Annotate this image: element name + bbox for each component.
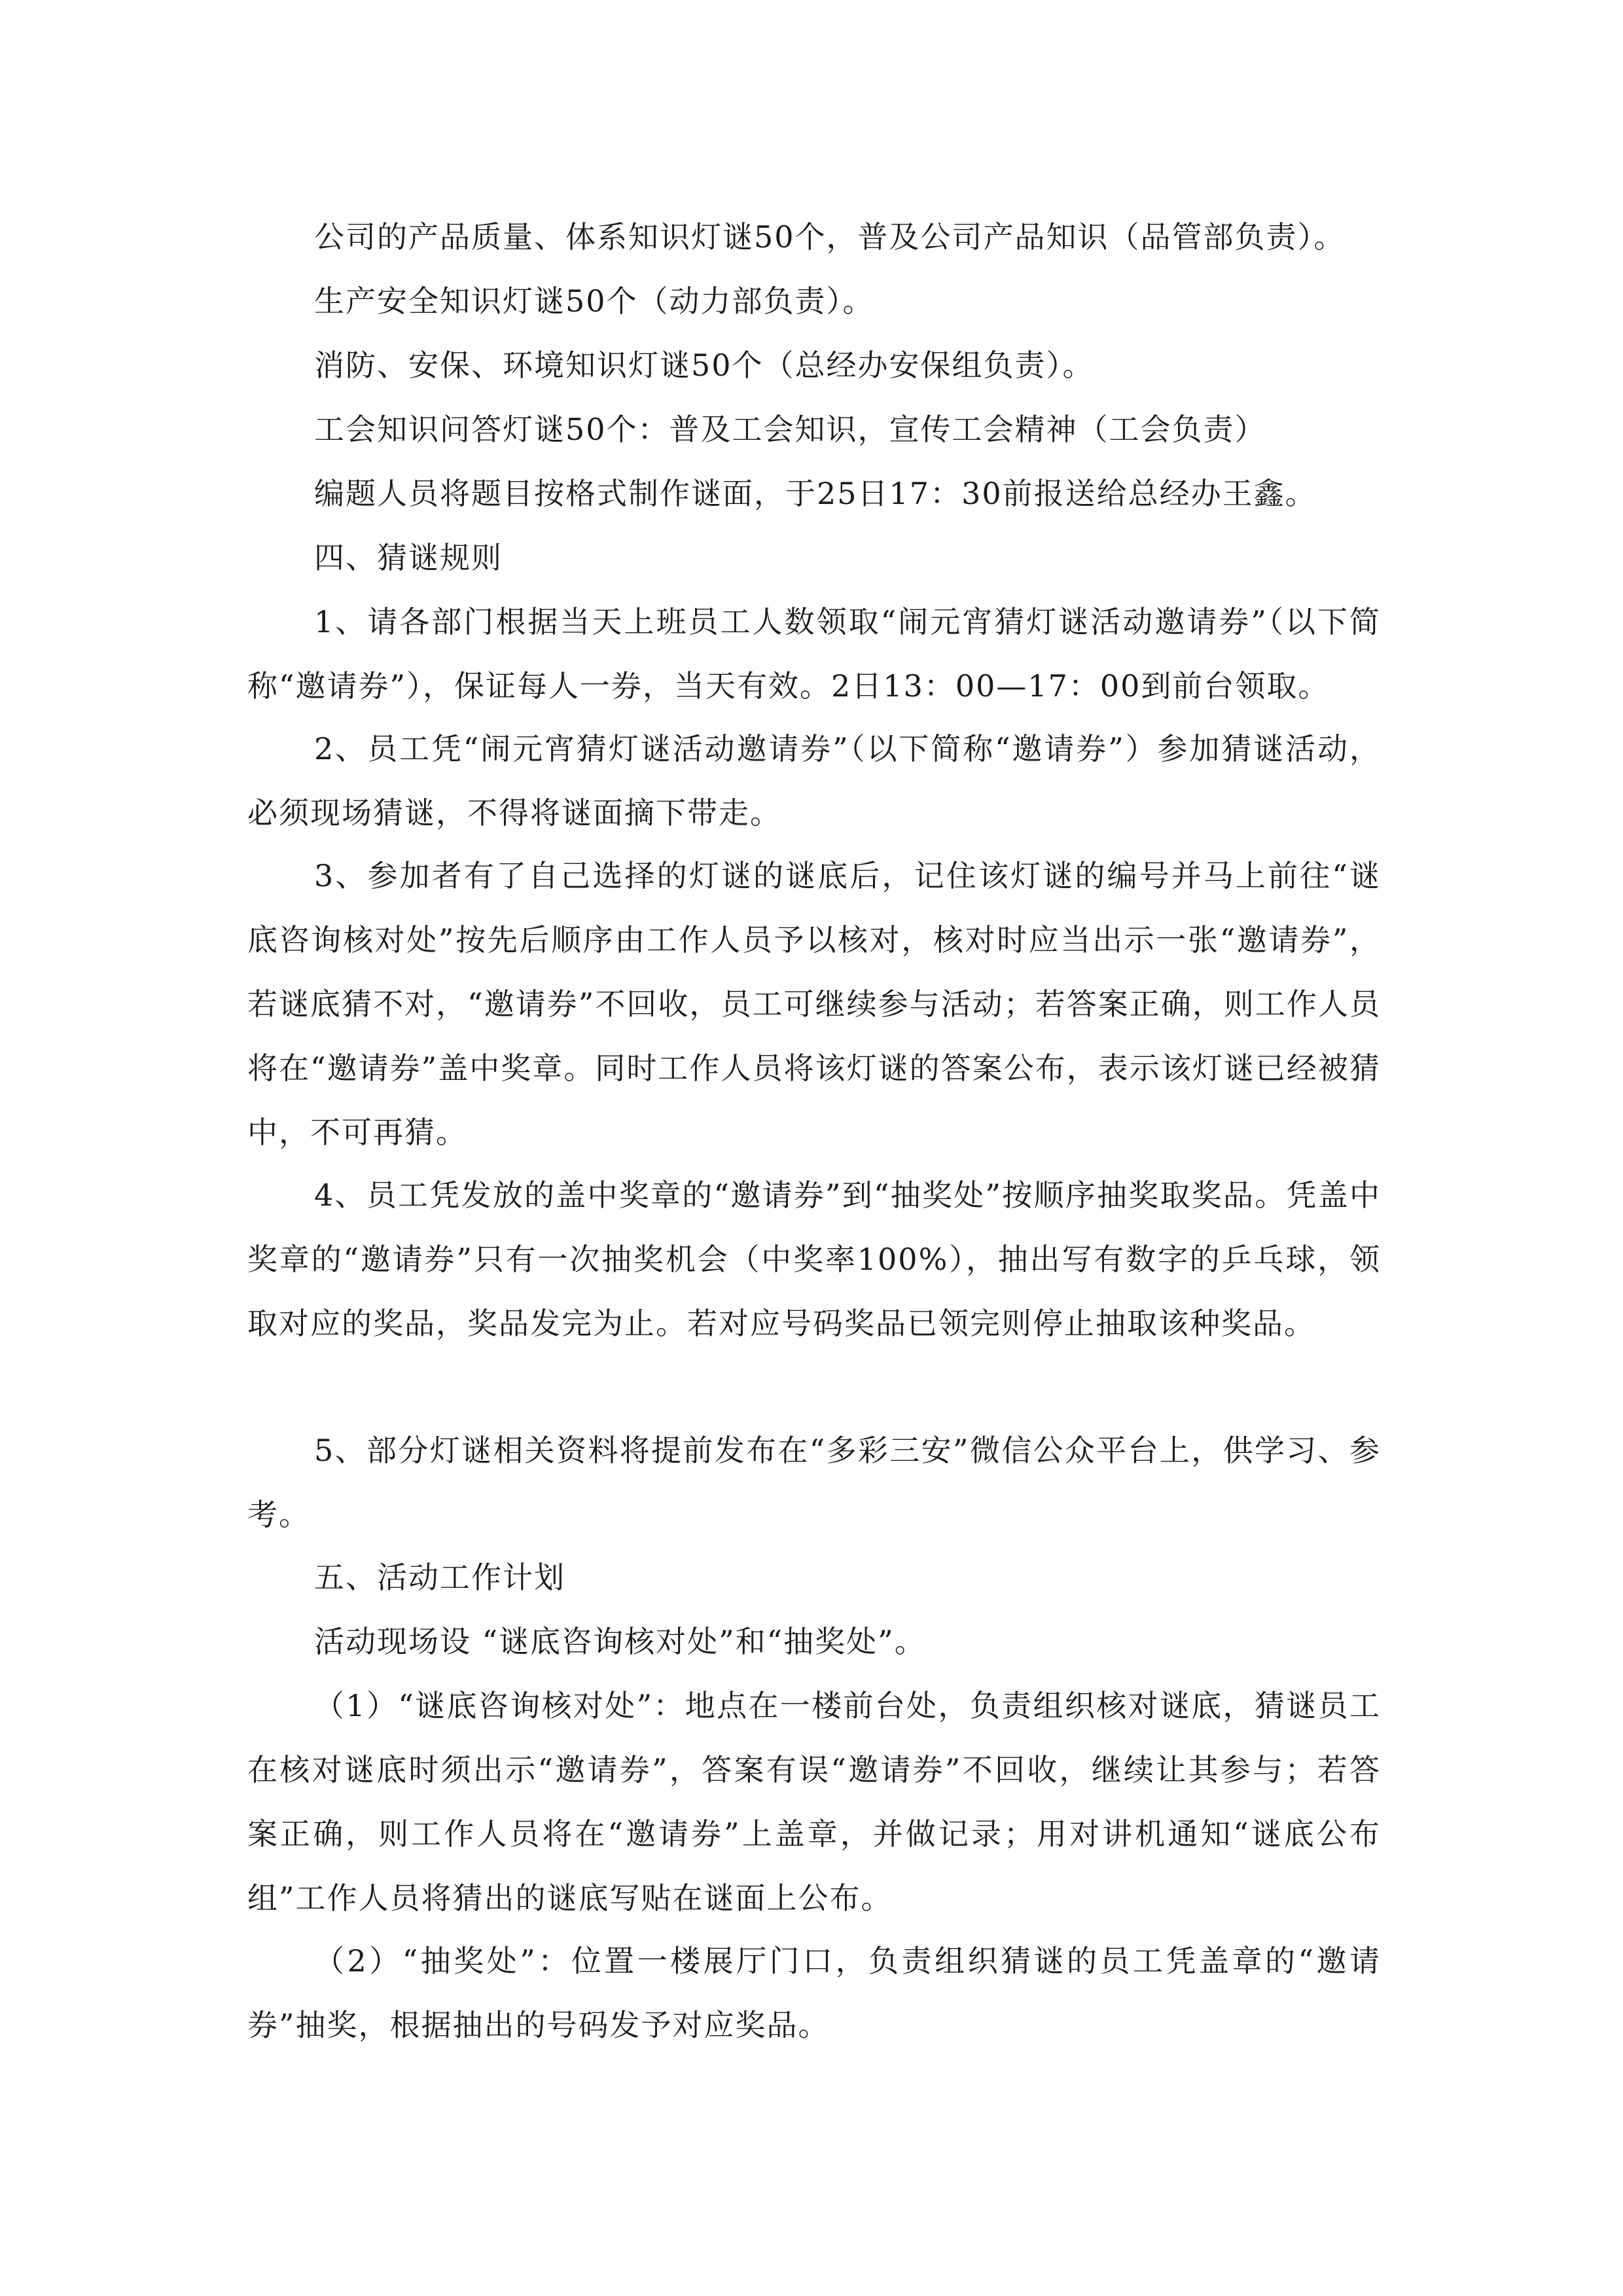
rule-4-paragraph: 4、员工凭发放的盖中奖章的“邀请券”到“抽奖处”按顺序抽奖取奖品。凭盖中奖章的“邀请券”只有一次抽奖机会（中奖率100%），抽出写有数字的乒乓球，领取对应的奖品，奖品发完为止。若对应号码奖品已领完则停止抽取该种奖品。 xyxy=(247,1177,1381,1341)
rule-5-paragraph: 5、部分灯谜相关资料将提前发布在“多彩三安”微信公众平台上，供学习、参考。 xyxy=(247,1433,1381,1532)
rule-2-paragraph: 2、员工凭“闹元宵猜灯谜活动邀请券”（以下简称“邀请券”）参加猜谜活动，必须现场猜谜，不得将谜面摘下带走。 xyxy=(247,731,1381,831)
paragraph-venue-setup: 活动现场设 “谜底咨询核对处”和“抽奖处”。 xyxy=(314,1624,926,1659)
paragraph-lottery-desk: （2）“抽奖处”：位置一楼展厅门口，负责组织猜谜的员工凭盖章的“邀请券”抽奖，根据抽出的号码发予对应奖品。 xyxy=(247,1943,1381,2043)
section-heading-work-plan: 五、活动工作计划 xyxy=(314,1560,565,1595)
paragraph-quality-riddles: 公司的产品质量、体系知识灯谜50个，普及公司产品知识（品管部负责）。 xyxy=(314,219,1346,255)
paragraph-answer-check-desk: （1）“谜底咨询核对处”：地点在一楼前台处，负责组织核对谜底，猜谜员工在核对谜底时须出示“邀请券”，答案有误“邀请券”不回收，继续让其参与；若答案正确，则工作人员将在“邀请券”上盖章，并做记录；用对讲机通知“谜底公布组”工作人员将猜出的谜底写贴在谜面上公布。 xyxy=(247,1688,1381,1916)
paragraph-safety-riddles: 生产安全知识灯谜50个（动力部负责）。 xyxy=(314,283,874,319)
paragraph-fire-security-riddles: 消防、安保、环境知识灯谜50个（总经办安保组负责）。 xyxy=(314,348,1094,383)
section-heading-rules: 四、猜谜规则 xyxy=(314,540,503,575)
rule-3-paragraph: 3、参加者有了自己选择的灯谜的谜底后，记住该灯谜的编号并马上前往“谜底咨询核对处”按先后顺序由工作人员予以核对，核对时应当出示一张“邀请券”，若谜底猜不对，“邀请券”不回收，员工可继续参与活动；若答案正确，则工作人员将在“邀请券”盖中奖章。同时工作人员将该灯谜的答案公布，表示该灯谜已经被猜中，不可再猜。 xyxy=(247,858,1381,1150)
paragraph-submission-deadline: 编题人员将题目按格式制作谜面，于25日17：30前报送给总经办王鑫。 xyxy=(314,476,1317,511)
paragraph-union-riddles: 工会知识问答灯谜50个：普及工会知识，宣传工会精神（工会负责） xyxy=(314,412,1266,447)
rule-1-paragraph: 1、请各部门根据当天上班员工人数领取“闹元宵猜灯谜活动邀请券”（以下简称“邀请券”），保证每人一券，当天有效。2日13：00—17：00到前台领取。 xyxy=(247,604,1381,704)
